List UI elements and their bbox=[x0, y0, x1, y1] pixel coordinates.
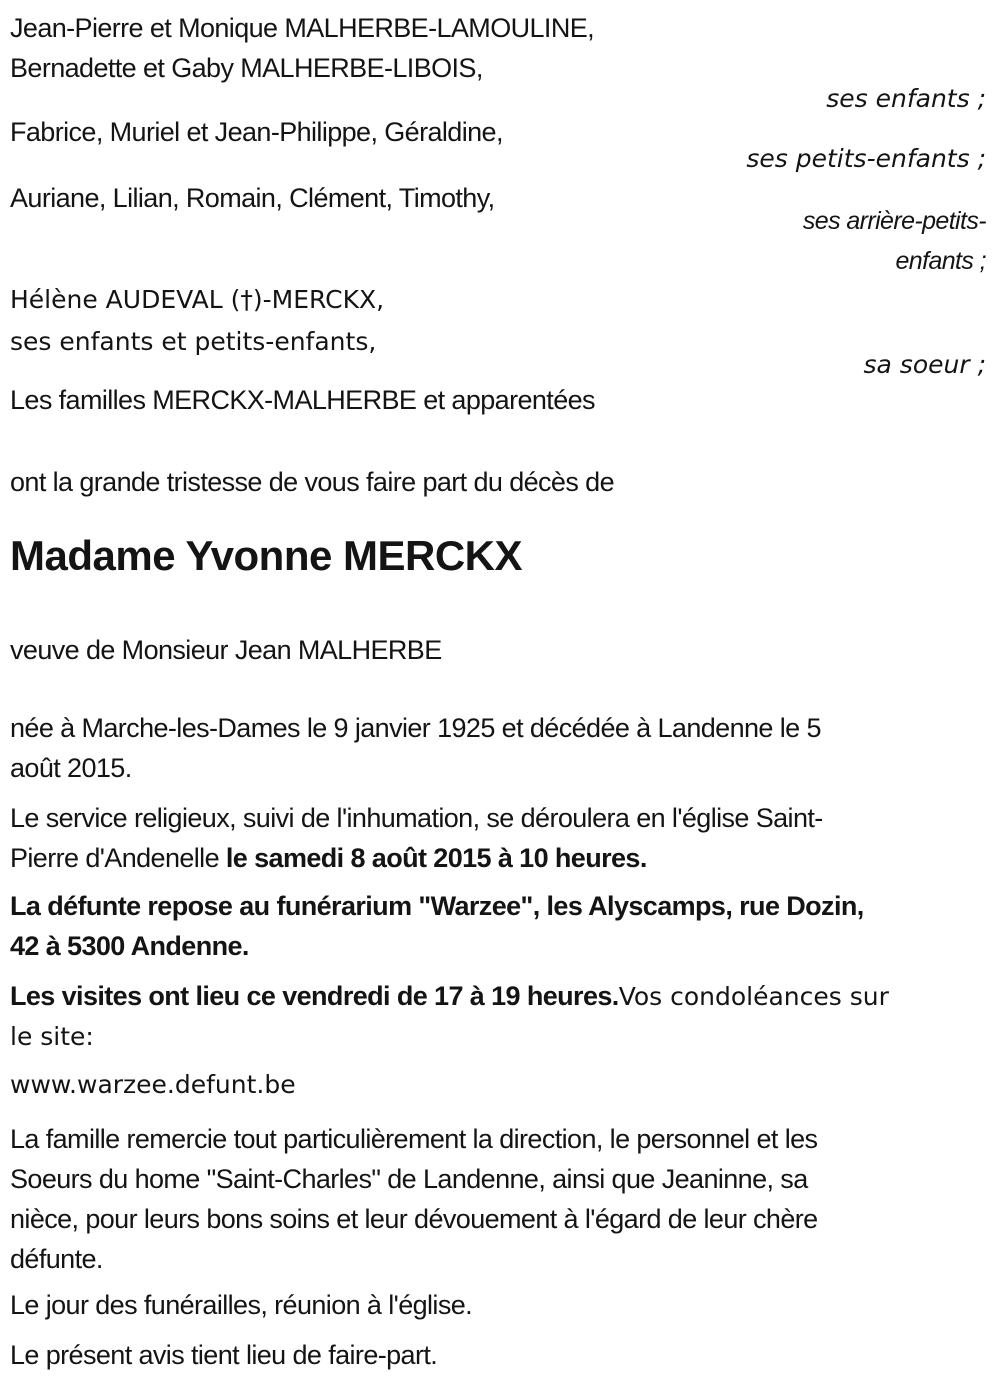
sister-name: Hélène AUDEVAL (†)-MERCKX, bbox=[10, 285, 385, 314]
thanks-line-3: nièce, pour leurs bons soins et leur dévouement à l'égard de leur chère bbox=[10, 1204, 818, 1234]
thanks-line-4: défunte. bbox=[10, 1244, 103, 1274]
children-names-line-1: Jean-Pierre et Monique MALHERBE-LAMOULINE, bbox=[10, 13, 595, 43]
thanks-line-1: La famille remercie tout particulièrement la direction, le personnel et les bbox=[10, 1124, 818, 1154]
relation-label-sister: sa soeur ; bbox=[863, 350, 986, 379]
website-url: www.warzee.defunt.be bbox=[10, 1070, 296, 1099]
grandchildren-names: Fabrice, Muriel et Jean-Philippe, Géraldine, bbox=[10, 117, 503, 147]
repose-paragraph bbox=[10, 886, 986, 966]
visits-line-2: le site: bbox=[10, 1022, 94, 1051]
funeral-meeting-line: Le jour des funérailles, réunion à l'église. bbox=[10, 1290, 473, 1320]
relation-label-grandchildren: ses petits-enfants ; bbox=[746, 144, 986, 173]
relation-label-great-grandchildren-line-2: enfants ; bbox=[895, 247, 986, 275]
relation-label-children: ses enfants ; bbox=[826, 84, 986, 113]
announcement-intro: ont la grande tristesse de vous faire part du décès de bbox=[10, 467, 614, 497]
families-line: Les familles MERCKX-MALHERBE et apparentées bbox=[10, 385, 595, 415]
deceased-name-heading: Madame Yvonne MERCKX bbox=[10, 532, 523, 579]
visits-line-1-bold: Les visites ont lieu ce vendredi de 17 à 19 heures. bbox=[10, 981, 619, 1011]
service-line-2-bold: le samedi 8 août 2015 à 10 heures. bbox=[225, 843, 647, 873]
service-line-2-regular: Pierre d'Andenelle bbox=[10, 843, 226, 873]
children-names-line-2: Bernadette et Gaby MALHERBE-LIBOIS, bbox=[10, 53, 483, 83]
birth-death-line-1: née à Marche-les-Dames le 9 janvier 1925 et décédée à Landenne le 5 bbox=[10, 713, 821, 743]
great-grandchildren-names: Auriane, Lilian, Romain, Clément, Timothy, bbox=[10, 183, 495, 213]
service-line-1: Le service religieux, suivi de l'inhumation, se déroulera en l'église Saint- bbox=[10, 803, 823, 833]
widow-line: veuve de Monsieur Jean MALHERBE bbox=[10, 635, 442, 665]
thanks-paragraph bbox=[10, 1119, 986, 1279]
relation-label-great-grandchildren-line-1: ses arrière-petits- bbox=[802, 207, 986, 235]
repose-line-2: 42 à 5300 Andenne. bbox=[10, 931, 249, 961]
birth-death-paragraph bbox=[10, 708, 986, 788]
birth-death-line-2: août 2015. bbox=[10, 753, 132, 783]
sister-family-line: ses enfants et petits-enfants, bbox=[10, 327, 377, 356]
repose-line-1: La défunte repose au funérarium "Warzee", les Alyscamps, rue Dozin, bbox=[10, 891, 864, 921]
visits-paragraph bbox=[10, 976, 986, 1057]
visits-line-1 bbox=[10, 976, 986, 1017]
service-line-2 bbox=[10, 838, 986, 878]
visits-line-1-regular: Vos condoléances sur bbox=[618, 982, 889, 1011]
notice-line: Le présent avis tient lieu de faire-part. bbox=[10, 1340, 438, 1370]
thanks-line-2: Soeurs du home "Saint-Charles" de Landenne, ainsi que Jeaninne, sa bbox=[10, 1164, 808, 1194]
service-paragraph bbox=[10, 798, 986, 878]
